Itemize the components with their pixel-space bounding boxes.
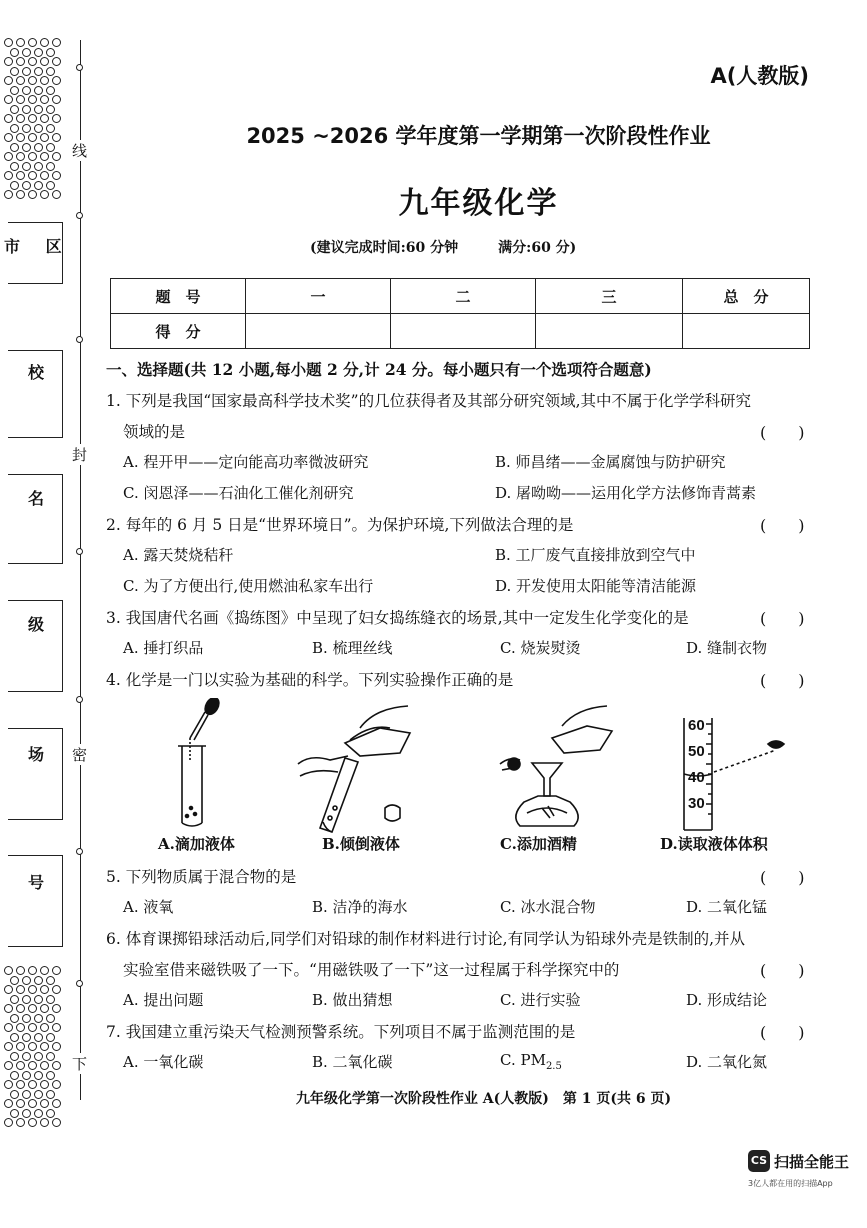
binding-hole-circle (22, 1033, 31, 1042)
binding-hole-circle (46, 1109, 55, 1118)
q6-option-a: A. 提出问题 (123, 991, 204, 1009)
binding-hole-circle (52, 1118, 61, 1127)
binding-hole-circle (16, 966, 25, 975)
answer-blank[interactable]: ( ) (760, 516, 805, 535)
binding-hole-circle (4, 1004, 13, 1013)
binding-hole-circle (40, 1023, 49, 1032)
q1-option-c: C. 闵恩泽——石油化工催化剂研究 (123, 484, 354, 502)
binding-hole-circle (10, 1052, 19, 1061)
binding-hole-circle (40, 57, 49, 66)
binding-hole-circle (52, 1004, 61, 1013)
binding-dot (76, 64, 83, 71)
binding-hole-circle (34, 162, 43, 171)
binding-hole-circle (10, 1071, 19, 1080)
binding-hole-circle (28, 152, 37, 161)
binding-hole-circle (22, 1052, 31, 1061)
binding-hole-circle (52, 38, 61, 47)
binding-hole-circle (22, 67, 31, 76)
binding-hole-circle (40, 1004, 49, 1013)
score-table-header: 二 (391, 279, 536, 314)
binding-hole-circle (22, 1109, 31, 1118)
binding-hole-circle (16, 1042, 25, 1051)
scanner-badge-icon: CS (748, 1150, 770, 1172)
binding-hole-circle (34, 48, 43, 57)
q4-option-a: A.滴加液体 (158, 835, 235, 853)
time-info: (建议完成时间:60 分钟 (310, 240, 459, 256)
binding-hole-circle (22, 1014, 31, 1023)
binding-hole-circle (34, 105, 43, 114)
score-table-header: 总 分 (683, 279, 810, 314)
q1-option-d: D. 屠呦呦——运用化学方法修饰青蒿素 (495, 484, 757, 502)
binding-hole-circle (10, 995, 19, 1004)
field-label-exam-room: 场 (28, 745, 45, 764)
binding-hole-circle (34, 995, 43, 1004)
question-1-stem: 1. 下列是我国“国家最高科学技术奖”的几位获得者及其部分研究领域,其中不属于化学学科研究 (106, 392, 751, 410)
score-table-header: 三 (536, 279, 683, 314)
binding-hole-circle (28, 1061, 37, 1070)
binding-hole-circle (4, 57, 13, 66)
binding-hole-circle (10, 976, 19, 985)
score-table-score-row (111, 314, 810, 349)
q5-option-d: D. 二氧化锰 (686, 898, 768, 916)
exam-title: 2025 ~2026 学年度第一学期第一次阶段性作业 (246, 124, 711, 148)
answer-blank[interactable]: ( ) (760, 1023, 805, 1042)
binding-hole-circle (28, 985, 37, 994)
binding-hole-circle (16, 1004, 25, 1013)
binding-hole-circle (40, 38, 49, 47)
binding-hole-circle (46, 162, 55, 171)
cylinder-tick-label: 50 (688, 743, 705, 760)
score-table (110, 278, 810, 349)
score-table-header: 一 (246, 279, 391, 314)
binding-hole-circle (10, 48, 19, 57)
q4-option-c: C.添加酒精 (500, 835, 577, 853)
binding-hole-circle (34, 976, 43, 985)
binding-hole-circle (34, 1014, 43, 1023)
binding-hole-circle (52, 1042, 61, 1051)
q4-option-d: D.读取液体体积 (660, 835, 768, 853)
q1-option-a: A. 程开甲——定向能高功率微波研究 (123, 453, 369, 471)
binding-hole-circle (52, 1023, 61, 1032)
edition-label: A(人教版) (710, 64, 809, 88)
binding-hole-circle (4, 152, 13, 161)
q7-option-c-text: C. PM (500, 1051, 546, 1069)
field-label-class: 级 (28, 615, 45, 634)
score-cell[interactable] (391, 314, 536, 349)
binding-hole-circle (46, 48, 55, 57)
graduated-cylinder-figure (676, 712, 796, 832)
binding-hole-circle (10, 1014, 19, 1023)
q3-option-b: B. 梳理丝线 (312, 639, 393, 657)
answer-blank[interactable]: ( ) (760, 961, 805, 980)
q7-option-d: D. 二氧化氮 (686, 1053, 768, 1071)
q3-option-c: C. 烧炭熨烫 (500, 639, 581, 657)
binding-hole-circle (4, 76, 13, 85)
binding-hole-circle (46, 1014, 55, 1023)
binding-hole-circle (4, 95, 13, 104)
subject-title: 九年级化学 (398, 186, 559, 221)
field-label-seat-number: 号 (28, 873, 45, 892)
binding-hole-circle (46, 86, 55, 95)
score-cell[interactable] (246, 314, 391, 349)
binding-hole-circle (34, 1109, 43, 1118)
binding-hole-circle (46, 1071, 55, 1080)
binding-hole-circle (22, 162, 31, 171)
scanner-logo (748, 1150, 858, 1210)
binding-hole-circle (4, 985, 13, 994)
binding-hole-circle (16, 1023, 25, 1032)
q5-option-a: A. 液氧 (123, 898, 174, 916)
binding-hole-circle (10, 67, 19, 76)
binding-hole-circle (46, 67, 55, 76)
binding-hole-circle (16, 57, 25, 66)
page-footer: 九年级化学第一次阶段性作业 A(人教版) 第 1 页(共 6 页) (295, 1091, 672, 1107)
binding-hole-circle (10, 86, 19, 95)
binding-hole-circle (4, 1118, 13, 1127)
q2-option-d: D. 开发使用太阳能等清洁能源 (495, 577, 697, 595)
q2-option-a: A. 露天焚烧秸秆 (123, 546, 234, 564)
binding-hole-circle (52, 57, 61, 66)
q6-option-d: D. 形成结论 (686, 991, 768, 1009)
binding-hole-circle (40, 966, 49, 975)
scanner-app-name: 扫描全能王 (774, 1153, 850, 1171)
q4-option-b: B.倾倒液体 (322, 835, 400, 853)
question-3-stem: 3. 我国唐代名画《捣练图》中呈现了妇女捣练缝衣的场景,其中一定发生化学变化的是 (106, 609, 689, 627)
binding-hole-circle (22, 48, 31, 57)
binding-hole-circle (22, 976, 31, 985)
answer-blank[interactable]: ( ) (760, 423, 805, 442)
binding-dot (76, 696, 83, 703)
score-table-header: 题 号 (111, 279, 246, 314)
binding-dot (76, 336, 83, 343)
binding-label-line: 线 (72, 142, 88, 160)
binding-hole-circle (28, 1118, 37, 1127)
score-table-row-label: 得 分 (111, 314, 246, 349)
q6-option-c: C. 进行实验 (500, 991, 581, 1009)
section-heading: 一、选择题(共 12 小题,每小题 2 分,计 24 分。每小题只有一个选项符合题意) (106, 360, 652, 379)
binding-hole-circle (28, 95, 37, 104)
binding-hole-circle (52, 966, 61, 975)
binding-hole-circle (10, 162, 19, 171)
binding-hole-circle (40, 985, 49, 994)
binding-hole-circle (28, 966, 37, 975)
field-label-name: 名 (28, 489, 45, 508)
binding-hole-circle (10, 1033, 19, 1042)
question-6-stem-cont: 实验室借来磁铁吸了一下。“用磁铁吸了一下”这一过程属于科学探究中的 (123, 961, 620, 979)
binding-hole-circle (28, 1042, 37, 1051)
q2-option-c: C. 为了方便出行,使用燃油私家车出行 (123, 577, 374, 595)
score-cell[interactable] (683, 314, 810, 349)
score-info: 满分:60 分) (498, 240, 577, 256)
binding-hole-circle (52, 76, 61, 85)
answer-blank[interactable]: ( ) (760, 868, 805, 887)
question-2-stem: 2. 每年的 6 月 5 日是“世界环境日”。为保护环境,下列做法合理的是 (106, 516, 574, 534)
q7-option-c-subscript: 2.5 (545, 1061, 562, 1072)
binding-hole-circle (4, 38, 13, 47)
cylinder-tick-label: 30 (688, 795, 705, 812)
binding-hole-circle (34, 67, 43, 76)
score-table-header-row (111, 279, 810, 314)
binding-dot (76, 848, 83, 855)
q6-option-b: B. 做出猜想 (312, 991, 393, 1009)
binding-hole-circle (28, 76, 37, 85)
binding-hole-circle (16, 95, 25, 104)
q5-option-b: B. 洁净的海水 (312, 898, 408, 916)
binding-hole-circle (28, 57, 37, 66)
binding-hole-circle (34, 86, 43, 95)
binding-hole-circle (28, 1004, 37, 1013)
cylinder-tick-label: 40 (688, 769, 705, 786)
binding-hole-circle (28, 38, 37, 47)
q7-option-a: A. 一氧化碳 (123, 1053, 204, 1071)
binding-hole-circle (34, 1071, 43, 1080)
binding-label-secret: 密 (72, 746, 88, 764)
dropper-figure (150, 698, 260, 828)
binding-hole-circle (16, 1061, 25, 1070)
binding-hole-circle (46, 1052, 55, 1061)
q3-option-a: A. 捶打织品 (123, 639, 204, 657)
binding-hole-circle (52, 985, 61, 994)
binding-dot (76, 980, 83, 987)
binding-hole-circle (40, 1042, 49, 1051)
binding-hole-circle (22, 86, 31, 95)
binding-hole-circle (40, 1118, 49, 1127)
binding-hole-circle (16, 985, 25, 994)
binding-hole-circle (46, 976, 55, 985)
exam-info (310, 237, 616, 257)
binding-label-down: 下 (72, 1055, 88, 1073)
field-label-school: 校 (28, 363, 45, 382)
binding-hole-circle (22, 995, 31, 1004)
binding-hole-circle (34, 1033, 43, 1042)
binding-hole-circle (40, 152, 49, 161)
binding-hole-circle (10, 1109, 19, 1118)
q2-option-b: B. 工厂废气直接排放到空气中 (495, 546, 696, 564)
binding-hole-circle (46, 995, 55, 1004)
binding-hole-circle (4, 1061, 13, 1070)
binding-hole-circle (52, 152, 61, 161)
answer-blank[interactable]: ( ) (760, 609, 805, 628)
field-label-district: 市 区 (4, 237, 72, 256)
binding-hole-circle (22, 105, 31, 114)
binding-hole-circle (10, 105, 19, 114)
question-4-stem: 4. 化学是一门以实验为基础的科学。下列实验操作正确的是 (106, 671, 514, 689)
q1-option-b: B. 师昌绪——金属腐蚀与防护研究 (495, 453, 726, 471)
q7-option-c (500, 1051, 562, 1072)
binding-hole-circle (4, 1042, 13, 1051)
binding-hole-circle (16, 38, 25, 47)
binding-hole-circle (52, 95, 61, 104)
answer-blank[interactable]: ( ) (760, 671, 805, 690)
question-7-stem: 7. 我国建立重污染天气检测预警系统。下列项目不属于监测范围的是 (106, 1023, 576, 1041)
binding-hole-circle (22, 1071, 31, 1080)
binding-hole-circle (46, 105, 55, 114)
question-1-stem-cont: 领域的是 (123, 423, 186, 441)
binding-label-seal: 封 (72, 446, 88, 464)
q7-option-b: B. 二氧化碳 (312, 1053, 393, 1071)
pouring-figure (290, 698, 440, 838)
binding-hole-circle (40, 95, 49, 104)
binding-hole-circle (16, 1118, 25, 1127)
binding-hole-circle (52, 1061, 61, 1070)
binding-hole-circle (16, 152, 25, 161)
q3-option-d: D. 缝制衣物 (686, 639, 768, 657)
binding-hole-circle (40, 76, 49, 85)
binding-hole-circle (4, 1023, 13, 1032)
scanner-tagline: 3亿人都在用的扫描App (748, 1179, 833, 1188)
binding-hole-circle (34, 1052, 43, 1061)
binding-dot (76, 548, 83, 555)
binding-hole-circle (4, 966, 13, 975)
q5-option-c: C. 冰水混合物 (500, 898, 596, 916)
cylinder-tick-label: 60 (688, 717, 705, 734)
binding-hole-circle (40, 1061, 49, 1070)
binding-hole-circle (28, 1023, 37, 1032)
binding-hole-circle (46, 1033, 55, 1042)
score-cell[interactable] (536, 314, 683, 349)
field-box-seat-number[interactable] (8, 855, 63, 947)
add-alcohol-figure (492, 698, 632, 838)
question-5-stem: 5. 下列物质属于混合物的是 (106, 868, 297, 886)
question-6-stem: 6. 体育课掷铅球活动后,同学们对铅球的制作材料进行讨论,有同学认为铅球外壳是铁制的,并从 (106, 930, 745, 948)
binding-hole-circle (16, 76, 25, 85)
